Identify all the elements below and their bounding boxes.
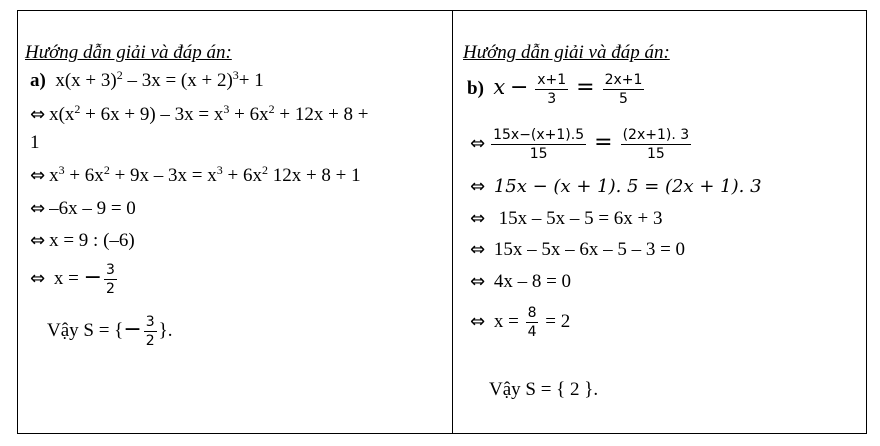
equivalence-icon: ⇔ [470,208,486,229]
fraction: $\frac{3}{2}$ [106,262,115,298]
fraction: $\frac{3}{2}$ [145,314,155,350]
fraction: $\frac{15x-(x+1).5}{15}$ [493,127,585,163]
right-line-6: ⇔ 4x – 8 = 0 [470,271,572,292]
fraction: $\frac{2x+1}{5}$ [604,72,643,108]
equivalence-icon: ⇔ [30,104,46,125]
left-line-2: ⇔ $x(x^2 + 6x + 9) - 3x = x^3 + 6x^2 + 12x + 8$ + [30,102,369,125]
equivalence-icon: ⇔ [470,239,486,260]
left-line-5: ⇔ x = 9 : (–6) [30,230,135,251]
left-heading: Hướng dẫn giải và đáp án: [25,42,232,63]
part-b-label: b) [467,78,484,99]
right-line-5: ⇔ 15x – 5x – 6x – 5 – 3 = 0 [470,239,686,260]
equivalence-icon: ⇔ [30,268,46,289]
right-line-3: ⇔ 15x − (x + 1). 5 = (2x + 1). 3 [470,176,762,197]
left-line-3: ⇔ $x^3 + 6x^2 + 9x - 3x = x^3 + 6x^2$ 12x + 8 + 1 [30,163,361,186]
left-line-6: ⇔ x = − $\frac{3}{2}$ [30,258,119,299]
left-line-4: ⇔ –6x – 9 = 0 [30,198,136,219]
equivalence-icon: ⇔ [30,198,46,219]
left-conclusion: Vậy S = {− $\frac{3}{2}$ }. [47,314,173,350]
fraction: $\frac{8}{4}$ [527,305,537,341]
equivalence-icon: ⇔ [470,133,486,154]
fraction: $\frac{x+1}{3}$ [537,72,567,108]
left-line-2-wrap: 1 [30,132,40,153]
right-conclusion: Vậy S = { 2 }. [489,379,599,400]
right-line-4: ⇔ 15x – 5x – 5 = 6x + 3 [470,208,663,229]
equivalence-icon: ⇔ [30,230,46,251]
equivalence-icon: ⇔ [470,271,486,292]
right-heading: Hướng dẫn giải và đáp án: [463,42,670,63]
right-line-2: ⇔ $\frac{15x-(x+1).5}{15}$ = $\frac{(2x+1). 3}{15}$ [470,123,693,164]
equivalence-icon: ⇔ [470,176,486,197]
equivalence-icon: ⇔ [30,165,46,186]
column-divider [452,10,453,434]
right-line-1: b) x − $\frac{x+1}{3}$ = $\frac{2x+1}{5}$ [467,72,643,108]
right-line-7: ⇔ x = $\frac{8}{4}$ = 2 [470,302,570,342]
equivalence-icon: ⇔ [470,311,486,332]
part-a-label: a) [30,70,46,91]
left-line-1: a) $x(x + 3)^2 - 3x = (x + 2)^3+ 1$ [30,68,264,91]
fraction: $\frac{(2x+1). 3}{15}$ [622,127,690,163]
